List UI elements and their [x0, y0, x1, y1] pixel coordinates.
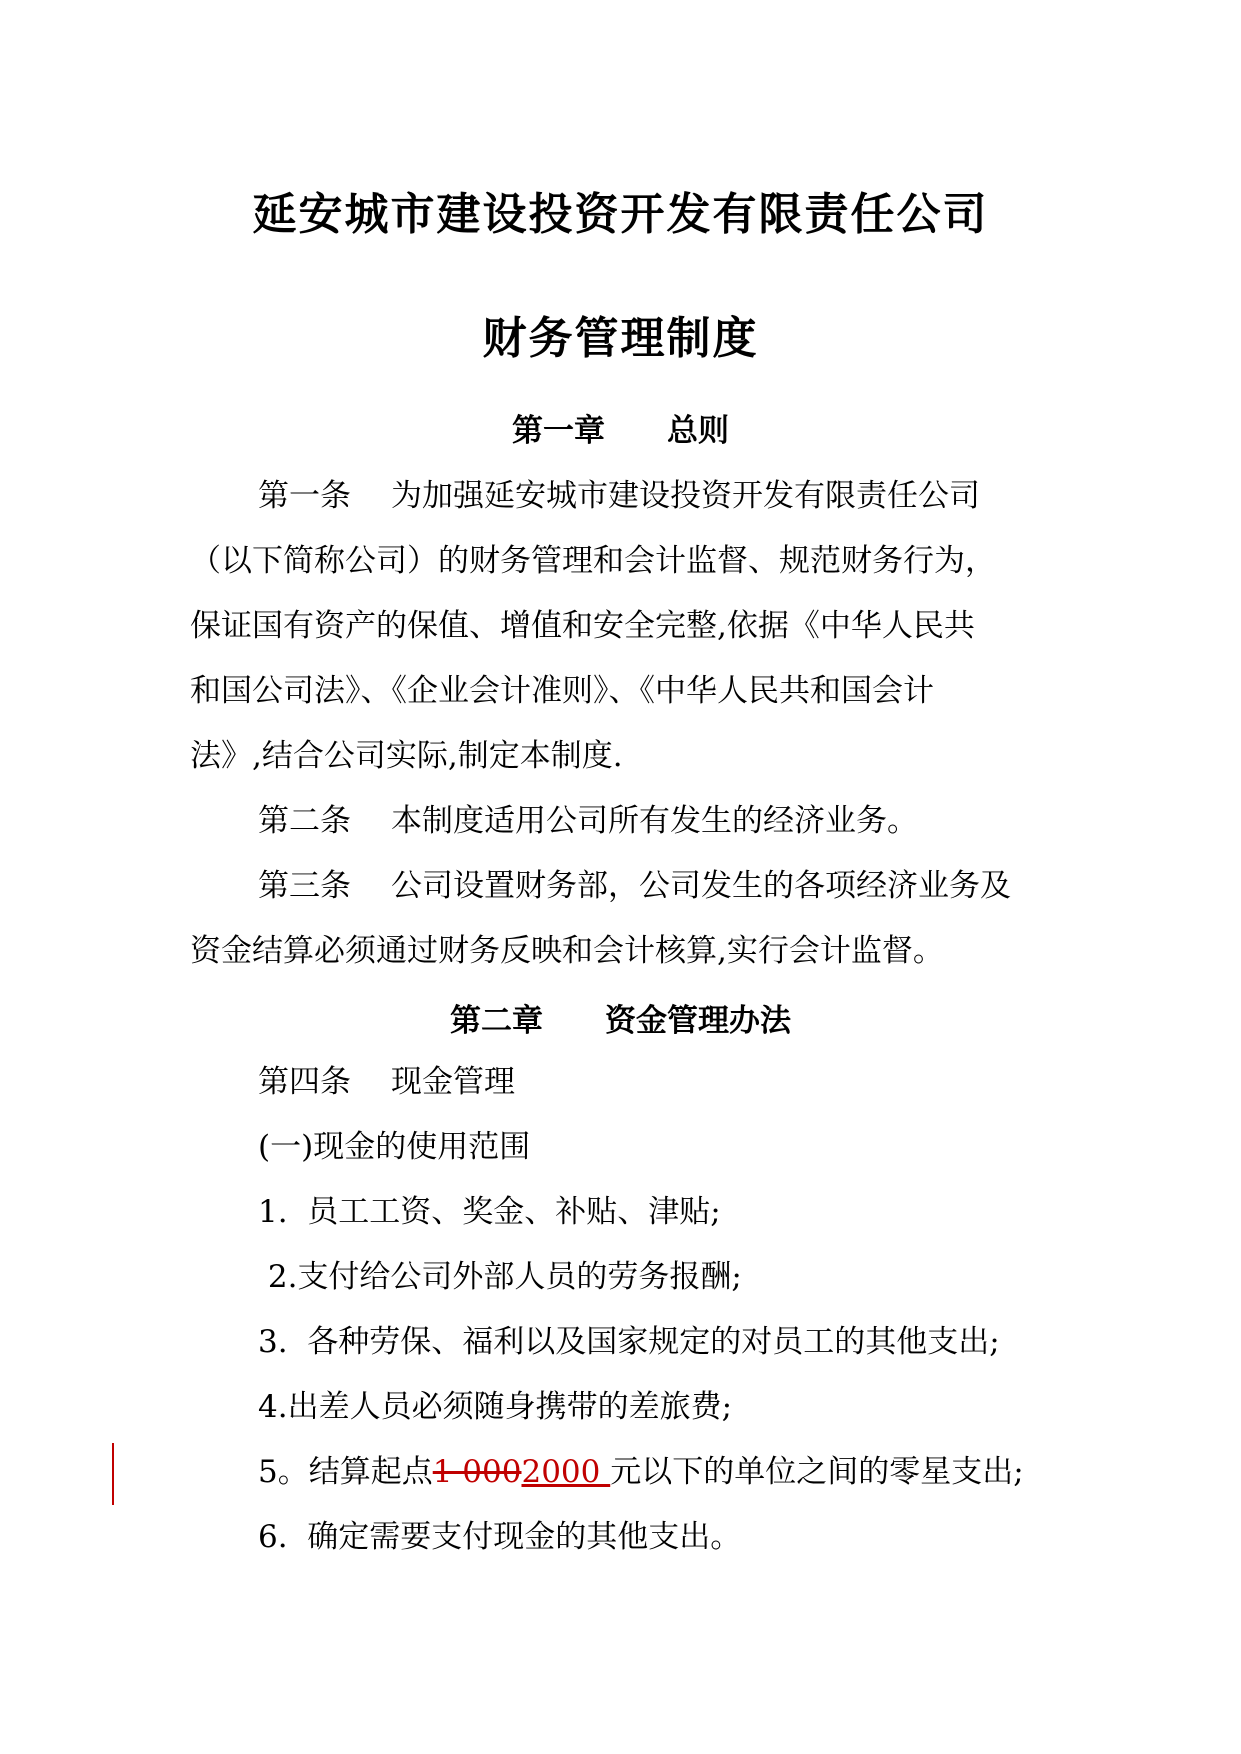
article-text: 本制度适用公司所有发生的经济业务。 [391, 803, 918, 839]
list-item-revised [258, 1452, 1024, 1492]
item-text: 结算起点 [308, 1454, 433, 1490]
document-subtitle: 财务管理制度 [482, 313, 759, 364]
article-1-line-2: （以下简称公司）的财务管理和会计监督、规范财务行为， [190, 543, 996, 579]
item-number: 1. [258, 1194, 288, 1230]
item-text: 各种劳保、福利以及国家规定的对员工的其他支出; [307, 1324, 1000, 1360]
article-1-line-3: 保证国有资产的保值、增值和安全完整,依据《中华人民共 [190, 608, 975, 644]
article-label: 第三条 [258, 868, 351, 904]
article-text: 公司设置财务部，公司发生的各项经济业务及 [391, 868, 1011, 904]
article-label: 第二条 [258, 803, 351, 839]
article-label: 第一条 [258, 478, 351, 514]
item-number: 4. [258, 1389, 288, 1425]
item-text: 确定需要支付现金的其他支出。 [307, 1519, 742, 1555]
chapter-number: 第一章 [512, 413, 605, 449]
article-2 [258, 801, 918, 841]
list-item [258, 1517, 741, 1557]
section-heading: (一)现金的使用范围 [258, 1129, 531, 1165]
article-1-line-1 [258, 476, 980, 516]
article-4 [258, 1062, 515, 1102]
article-text: 为加强延安城市建设投资开发有限责任公司 [391, 478, 980, 514]
item-text: 出差人员必须随身携带的差旅费; [287, 1389, 733, 1425]
list-item [258, 1257, 742, 1297]
list-item [258, 1192, 721, 1232]
chapter-name: 总则 [667, 413, 729, 449]
list-item [258, 1322, 1000, 1362]
chapter-number: 第二章 [450, 1003, 543, 1039]
article-3-line-2: 资金结算必须通过财务反映和会计核算,实行会计监督。 [190, 933, 944, 969]
chapter-2-heading [0, 995, 1241, 1040]
revision-change-bar [112, 1443, 114, 1505]
item-text-after: 元以下的单位之间的零星支出; [610, 1454, 1024, 1490]
item-number: 5。 [258, 1454, 309, 1490]
item-number: 6. [258, 1519, 288, 1555]
deleted-text: 1 000 [432, 1454, 522, 1490]
item-number: 3. [258, 1324, 288, 1360]
article-1-line-4: 和国公司法》、《企业会计准则》、《中华人民共和国会计 [190, 673, 934, 709]
document-title: 延安城市建设投资开发有限责任公司 [252, 189, 989, 240]
item-number: 2. [267, 1259, 298, 1295]
item-text: 员工工资、奖金、补贴、津贴; [307, 1194, 721, 1230]
item-text: 支付给公司外部人员的劳务报酬; [297, 1259, 742, 1295]
chapter-name: 资金管理办法 [605, 1003, 791, 1039]
inserted-text: 2000 [521, 1454, 611, 1490]
list-item [258, 1387, 732, 1427]
article-1-line-5: 法》,结合公司实际,制定本制度. [190, 738, 623, 774]
chapter-1-heading [0, 405, 1241, 450]
article-label: 第四条 [258, 1064, 351, 1100]
article-text: 现金管理 [391, 1064, 515, 1100]
article-3-line-1 [258, 866, 1011, 906]
